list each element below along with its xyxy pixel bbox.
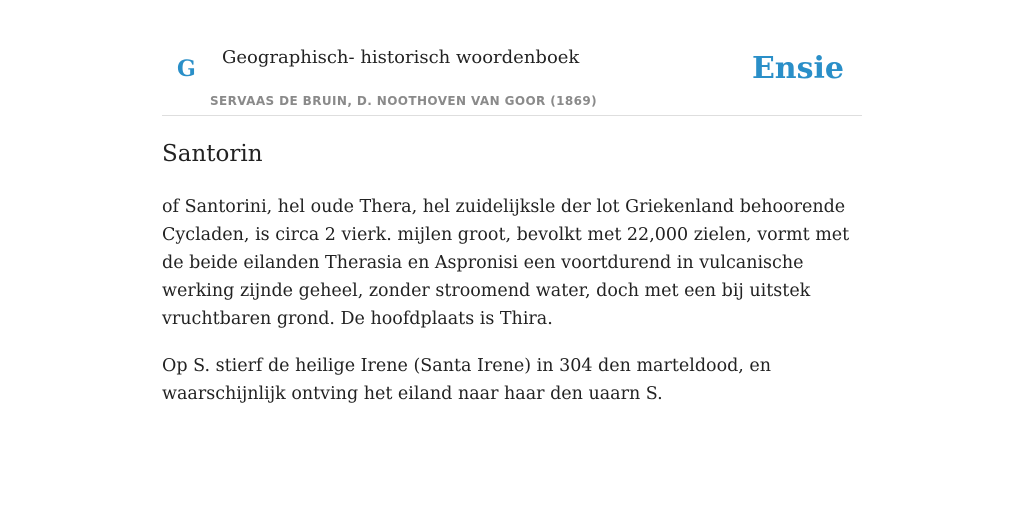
ensie-logo[interactable]: Ensie xyxy=(751,51,844,86)
entry-title: Santorin xyxy=(162,141,263,167)
entry-paragraph: of Santorini, hel oude Thera, hel zuidelijksle der lot Griekenland behoorende Cycladen, is circa 2 vierk. mijlen groot, bevolkt met 22,000 zielen, vormt met de beide eilanden Therasia en Aspronisi een voortdurend in vulcanische werking zijnde geheel, zonder stroomend water, doch met een bij uitstek vruchtbaren grond. De hoofdplaats is Thira. xyxy=(162,197,850,329)
book-authors: SERVAAS DE BRUIN, D. NOOTHOVEN VAN GOOR (1869) xyxy=(210,94,598,108)
book-title[interactable]: Geographisch- historisch woordenboek xyxy=(222,47,580,68)
entry-body xyxy=(162,193,862,408)
book-logo[interactable]: G xyxy=(177,56,196,82)
dictionary-page xyxy=(162,0,862,408)
book-header xyxy=(162,44,862,116)
entry-paragraph: Op S. stierf de heilige Irene (Santa Irene) in 304 den marteldood, en waarschijnlijk ontving het eiland naar haar den uaarn S. xyxy=(162,356,772,404)
